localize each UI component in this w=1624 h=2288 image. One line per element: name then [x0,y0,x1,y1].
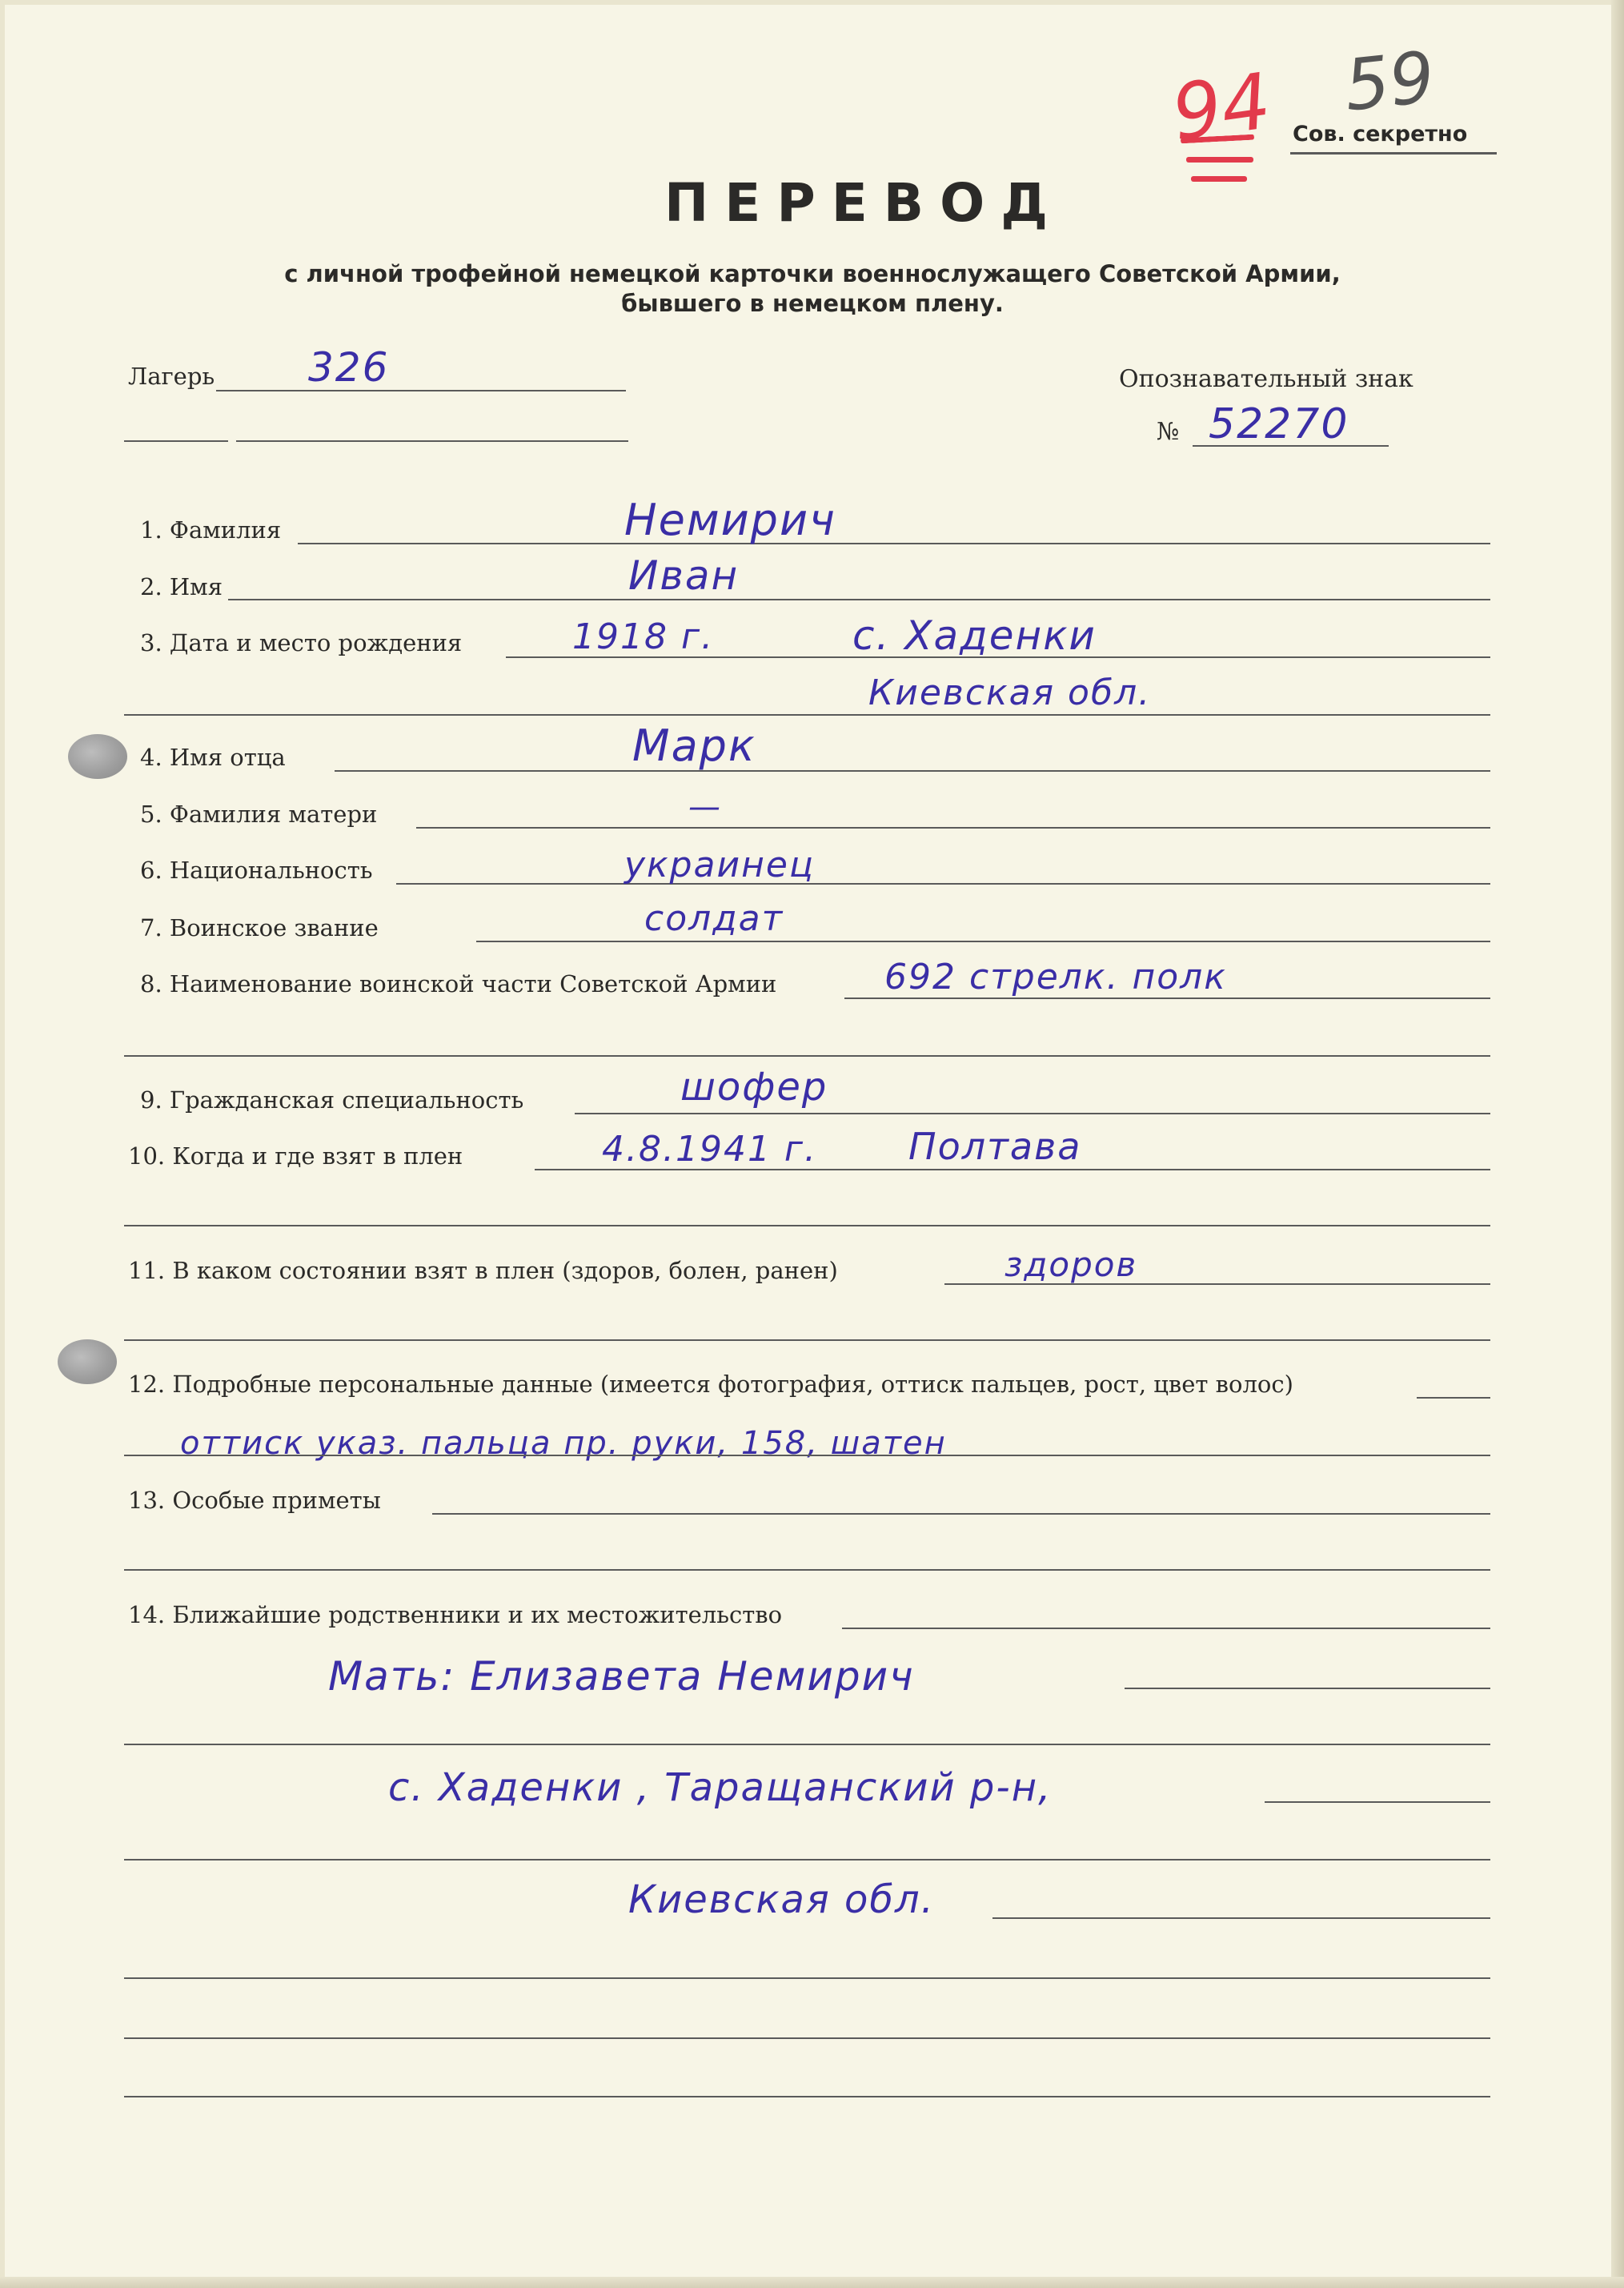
relatives-line1-value: Мать: Елизавета Немирич [328,1653,915,1700]
classification-mark: Сов. секретно [1293,122,1468,147]
mother-surname-line [416,827,1490,829]
relatives-extra-line [124,1859,1490,1861]
relatives-extra-line [1265,1801,1490,1803]
birth-label: 3. Дата и место рождения [140,629,463,656]
father-name-line [335,770,1490,772]
nationality-line [396,883,1490,885]
punch-hole-icon [58,1339,117,1384]
mother-surname-value: — [688,789,722,825]
paper-edge-right [1611,0,1624,2288]
relatives-extra-line [124,1744,1490,1745]
personal-data-extra-line [124,1455,1490,1456]
unit-extra-line [124,1055,1490,1057]
personal-data-line [1417,1397,1490,1399]
unit-value: 692 стрелк. полк [884,957,1227,997]
surname-label: 1. Фамилия [140,516,282,544]
camp-line [216,390,626,391]
mother-surname-label: 5. Фамилия матери [140,801,378,828]
special-marks-label: 13. Особые приметы [128,1487,381,1514]
profession-label: 9. Гражданская специальность [140,1086,524,1114]
relatives-extra-line [992,1917,1490,1919]
condition-extra-line [124,1339,1490,1341]
punch-hole-icon [68,734,127,779]
stamp-strike-line [1186,157,1253,163]
captured-extra-line [124,1225,1490,1226]
rank-label: 7. Воинское звание [140,914,379,941]
birth-extra-line [124,714,1490,716]
nationality-value: украинец [624,845,815,885]
condition-value: здоров [1004,1245,1138,1284]
id-tag-no-label: № [1157,418,1180,446]
camp-label: Лагерь [128,363,215,390]
condition-label: 11. В каком состоянии взят в плен (здоров, болен, ранен) [128,1257,838,1284]
page-number: 59 [1340,35,1439,127]
name-label: 2. Имя [140,573,223,600]
special-marks-extra-line [124,1569,1490,1571]
document-title: ПЕРЕВОД [664,172,1064,234]
id-tag-label: Опознавательный знак [1119,365,1413,393]
camp-extra-line [236,440,628,442]
relatives-label: 14. Ближайшие родственники и их местожительство [128,1601,783,1628]
profession-line [575,1113,1490,1114]
relatives-extra-line [124,1977,1490,1979]
document-subtitle-line2: бывшего в немецком плену. [621,290,1004,317]
unit-line [844,997,1490,999]
surname-line [298,543,1490,544]
captured-label: 10. Когда и где взят в плен [128,1142,463,1170]
id-tag-value: 52270 [1209,400,1349,448]
relatives-extra-line [124,2096,1490,2097]
rank-line [476,941,1490,942]
captured-place-value: Полтава [908,1125,1082,1168]
paper-edge-bottom [0,2277,1624,2288]
personal-data-label: 12. Подробные персональные данные (имеется фотография, оттиск пальцев, рост, цвет волос) [128,1371,1293,1398]
relatives-line [842,1628,1490,1629]
camp-value: 326 [308,344,390,391]
classification-underline [1290,152,1497,155]
document-subtitle-line1: с личной трофейной немецкой карточки военнослужащего Советской Армии, [284,260,1341,287]
relatives-extra-line [124,2037,1490,2039]
personal-data-value: оттиск указ. пальца пр. руки, 158, шатен [180,1425,947,1462]
name-value: Иван [628,552,740,599]
father-name-label: 4. Имя отца [140,744,286,771]
birth-date-value: 1918 г. [572,616,715,657]
rank-value: солдат [644,898,784,939]
stamp-strike-line [1191,176,1247,182]
relatives-extra-line [1125,1688,1490,1689]
relatives-line2-value: с. Хаденки , Таращанский р-н, [388,1765,1053,1810]
name-line [228,599,1490,600]
birth-place-value: с. Хаденки [852,612,1097,659]
archive-stamp-number: 94 [1166,56,1277,159]
profession-value: шофер [680,1065,828,1110]
captured-date-value: 4.8.1941 г. [602,1129,818,1170]
special-marks-line [432,1513,1490,1515]
surname-value: Немирич [624,495,836,545]
unit-label: 8. Наименование воинской части Советской Армии [140,970,777,997]
birth-region-value: Киевская обл. [868,672,1152,713]
relatives-line3-value: Киевская обл. [628,1877,935,1922]
camp-extra-line [124,440,228,442]
father-name-value: Марк [632,721,756,771]
nationality-label: 6. Национальность [140,857,373,884]
